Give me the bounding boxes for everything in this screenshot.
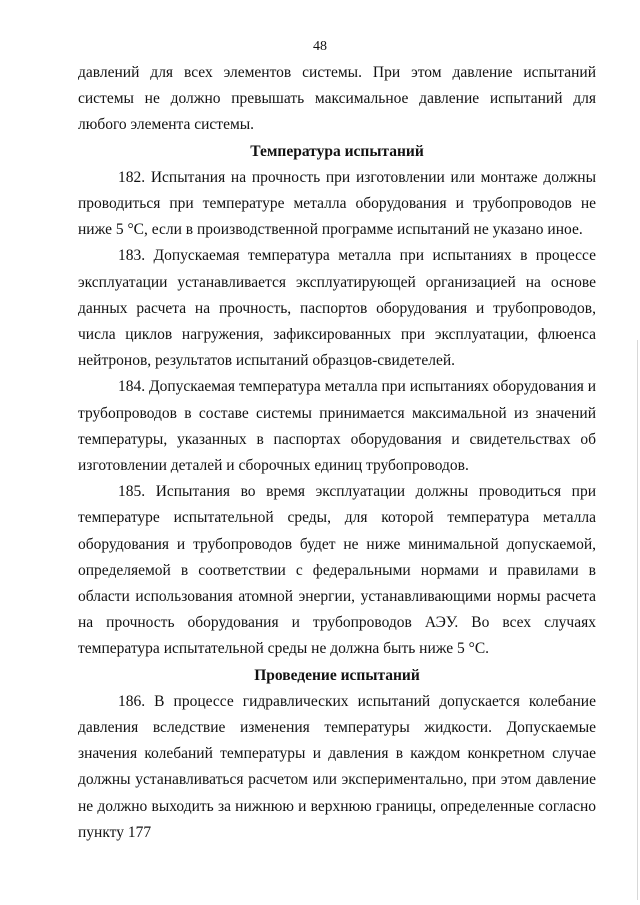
page-content [78, 60, 596, 846]
paragraph-186: 186. В процессе гидравлических испытаний допускается колебание давления вследствие изменения температуры жидкости. Допускаемые значения колебаний температуры и давления в каждом конкретном случае должны устанавливаться расчетом или экспериментально, при этом давление не должно выходить за нижнюю и верхнюю границы, определенные согласно пункту 177 [78, 692, 596, 841]
paragraph-intro-continuation: давлений для всех элементов системы. При этом давление испытаний системы не должно превышать максимальное давление испытаний для любого элемента системы. [78, 64, 596, 134]
page-number: 48 [313, 39, 327, 54]
paragraph-183: 183. Допускаемая температура металла при испытаниях в процессе эксплуатации устанавливается эксплуатирующей организацией на основе данных расчета на прочность, паспортов оборудования и трубопроводов, числа циклов нагружения, зафиксированных при эксплуатации, флюенса нейтронов, результатов испытаний образцов-свидетелей. [78, 247, 596, 370]
paragraph-185: 185. Испытания во время эксплуатации должны проводиться при температуре испытательной среды, для которой температура металла оборудования и трубопроводов будет не ниже минимальной допускаемой, определяемой в соответствии с федеральными нормами и правилами в области использования атомной энергии, устанавливающими нормы расчета на прочность оборудования и трубопроводов АЭУ. Во всех случаях температура испытательной среды не должна быть ниже 5 °С. [78, 483, 596, 658]
section-heading-test-temperature: Температура испытаний [250, 142, 424, 160]
paragraph-182: 182. Испытания на прочность при изготовлении или монтаже должны проводиться при температуре металла оборудования и трубопроводов не ниже 5 °С, если в производственной программе испытаний не указано иное. [78, 168, 596, 239]
paragraph-184: 184. Допускаемая температура металла при испытаниях оборудования и трубопроводов в составе системы принимается максимальной из значений температуры, указанных в паспортах оборудования и свидетельствах об изготовлении деталей и сборочных единиц трубопроводов. [78, 378, 596, 475]
section-heading-conducting-tests: Проведение испытаний [254, 666, 420, 684]
scan-edge-line [637, 340, 638, 900]
